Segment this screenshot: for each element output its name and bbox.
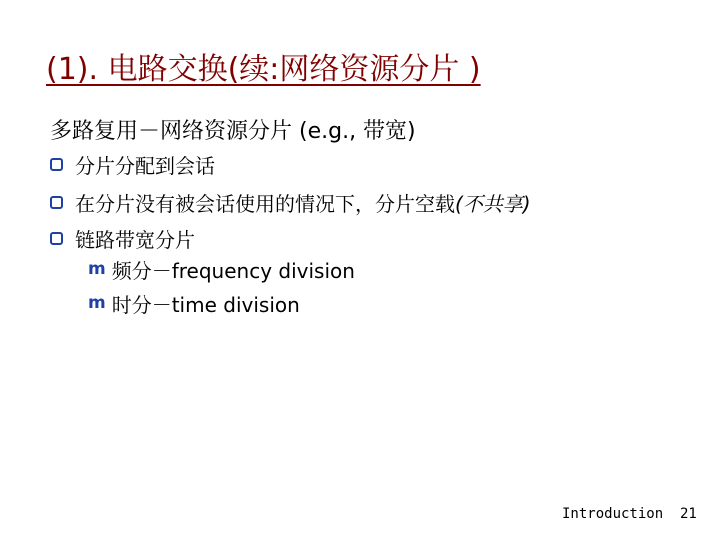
subbullet-item — [88, 289, 300, 317]
bullet-item — [50, 224, 195, 252]
slide-title: (1). 电路交换(续:网络资源分片 ) — [46, 52, 481, 87]
subbullet-item — [88, 255, 355, 283]
square-bullet-icon — [50, 232, 63, 245]
subbullet-marker-icon: m — [88, 259, 106, 279]
subbullet-text: 时分－time division — [111, 292, 300, 317]
square-bullet-icon — [50, 196, 63, 209]
bullet-item — [50, 188, 531, 216]
bullet-text: 在分片没有被会话使用的情况下，分片空载 — [75, 191, 455, 216]
bullet-item — [50, 150, 215, 178]
bullet-text: 链路带宽分片 — [75, 227, 195, 252]
bullet-text-italic: (不共享) — [455, 191, 531, 216]
square-bullet-icon — [50, 158, 63, 171]
bullet-text: 分片分配到会话 — [75, 153, 215, 178]
page-number: 21 — [680, 506, 697, 522]
slide-subtitle: 多路复用－网络资源分片 (e.g., 带宽) — [50, 119, 416, 144]
subbullet-marker-icon: m — [88, 293, 106, 313]
subbullet-text: 频分－frequency division — [111, 258, 355, 283]
footer-label: Introduction — [562, 506, 664, 522]
